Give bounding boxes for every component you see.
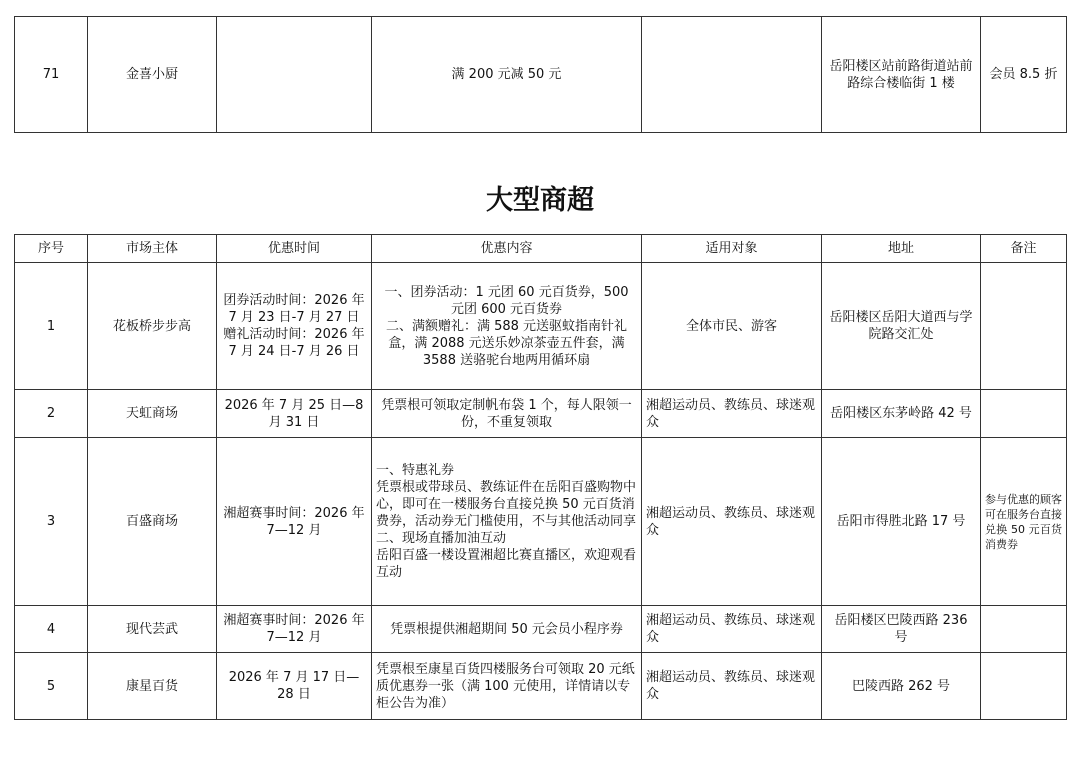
header-remark: 备注 xyxy=(981,235,1067,263)
remark xyxy=(981,263,1067,390)
discount-content: 凭票根至康星百货四楼服务台可领取 20 元纸质优惠券一张（满 100 元使用，详情请以专柜公告为准） xyxy=(372,653,642,720)
discount-time: 团券活动时间：2026 年 7 月 23 日-7 月 27 日 赠礼活动时间：2026 年 7 月 24 日-7 月 26 日 xyxy=(217,263,372,390)
table-row xyxy=(15,17,1067,133)
market-name: 百盛商场 xyxy=(88,438,217,606)
market-name: 花板桥步步高 xyxy=(88,263,217,390)
remark: 参与优惠的顾客可在服务台直接兑换 50 元百货消费券 xyxy=(981,438,1067,606)
market-name: 天虹商场 xyxy=(88,390,217,438)
discount-time: 湘超赛事时间：2026 年 7—12 月 xyxy=(217,606,372,653)
table-row xyxy=(15,653,1067,720)
discount-content: 一、团券活动：1 元团 60 元百货券，500 元团 600 元百货券 二、满额赠礼：满 588 元送驱蚊指南针礼盒，满 2088 元送乐妙凉茶壶五件套，满 3588 送骆驼台地两用循环扇 xyxy=(372,263,642,390)
discount-content: 凭票根提供湘超期间 50 元会员小程序券 xyxy=(372,606,642,653)
discount-content: 满 200 元减 50 元 xyxy=(372,17,642,133)
row-index: 3 xyxy=(15,438,88,606)
header-time: 优惠时间 xyxy=(217,235,372,263)
table-row xyxy=(15,438,1067,606)
row-index: 4 xyxy=(15,606,88,653)
address: 岳阳楼区站前路街道站前路综合楼临街 1 楼 xyxy=(822,17,981,133)
discount-time: 2026 年 7 月 25 日—8 月 31 日 xyxy=(217,390,372,438)
target-audience: 湘超运动员、教练员、球迷观众 xyxy=(642,438,822,606)
section-title: 大型商超 xyxy=(486,185,594,216)
remark xyxy=(981,390,1067,438)
discount-time: 2026 年 7 月 17 日—28 日 xyxy=(217,653,372,720)
market-name: 金喜小厨 xyxy=(88,17,217,133)
discount-content: 凭票根可领取定制帆布袋 1 个，每人限领一份，不重复领取 xyxy=(372,390,642,438)
header-content: 优惠内容 xyxy=(372,235,642,263)
market-name: 现代芸武 xyxy=(88,606,217,653)
row-index: 1 xyxy=(15,263,88,390)
target-audience: 湘超运动员、教练员、球迷观众 xyxy=(642,606,822,653)
table-row xyxy=(15,606,1067,653)
remark: 会员 8.5 折 xyxy=(981,17,1067,133)
target-audience: 湘超运动员、教练员、球迷观众 xyxy=(642,390,822,438)
supermarket-table xyxy=(14,234,1067,720)
header-market: 市场主体 xyxy=(88,235,217,263)
remark xyxy=(981,606,1067,653)
header-target: 适用对象 xyxy=(642,235,822,263)
remark xyxy=(981,653,1067,720)
row-index: 2 xyxy=(15,390,88,438)
target-audience: 湘超运动员、教练员、球迷观众 xyxy=(642,653,822,720)
address: 岳阳市得胜北路 17 号 xyxy=(822,438,981,606)
header-address: 地址 xyxy=(822,235,981,263)
row-index: 71 xyxy=(15,17,88,133)
address: 岳阳楼区东茅岭路 42 号 xyxy=(822,390,981,438)
target-audience: 全体市民、游客 xyxy=(642,263,822,390)
table-header-row xyxy=(15,235,1067,263)
header-index: 序号 xyxy=(15,235,88,263)
discount-time: 湘超赛事时间：2026 年 7—12 月 xyxy=(217,438,372,606)
table-row xyxy=(15,390,1067,438)
discount-time xyxy=(217,17,372,133)
table-row xyxy=(15,263,1067,390)
address: 岳阳楼区岳阳大道西与学院路交汇处 xyxy=(822,263,981,390)
discount-content: 一、特惠礼券 凭票根或带球员、教练证件在岳阳百盛购物中心，即可在一楼服务台直接兑换 50 元百货消费券，活动券无门槛使用，不与其他活动同享 二、现场直播加油互动 岳阳百盛一楼设置湘超比赛直播区，欢迎观看互动 xyxy=(372,438,642,606)
target-audience xyxy=(642,17,822,133)
address: 岳阳楼区巴陵西路 236 号 xyxy=(822,606,981,653)
previous-section-table xyxy=(14,16,1067,133)
market-name: 康星百货 xyxy=(88,653,217,720)
row-index: 5 xyxy=(15,653,88,720)
address: 巴陵西路 262 号 xyxy=(822,653,981,720)
